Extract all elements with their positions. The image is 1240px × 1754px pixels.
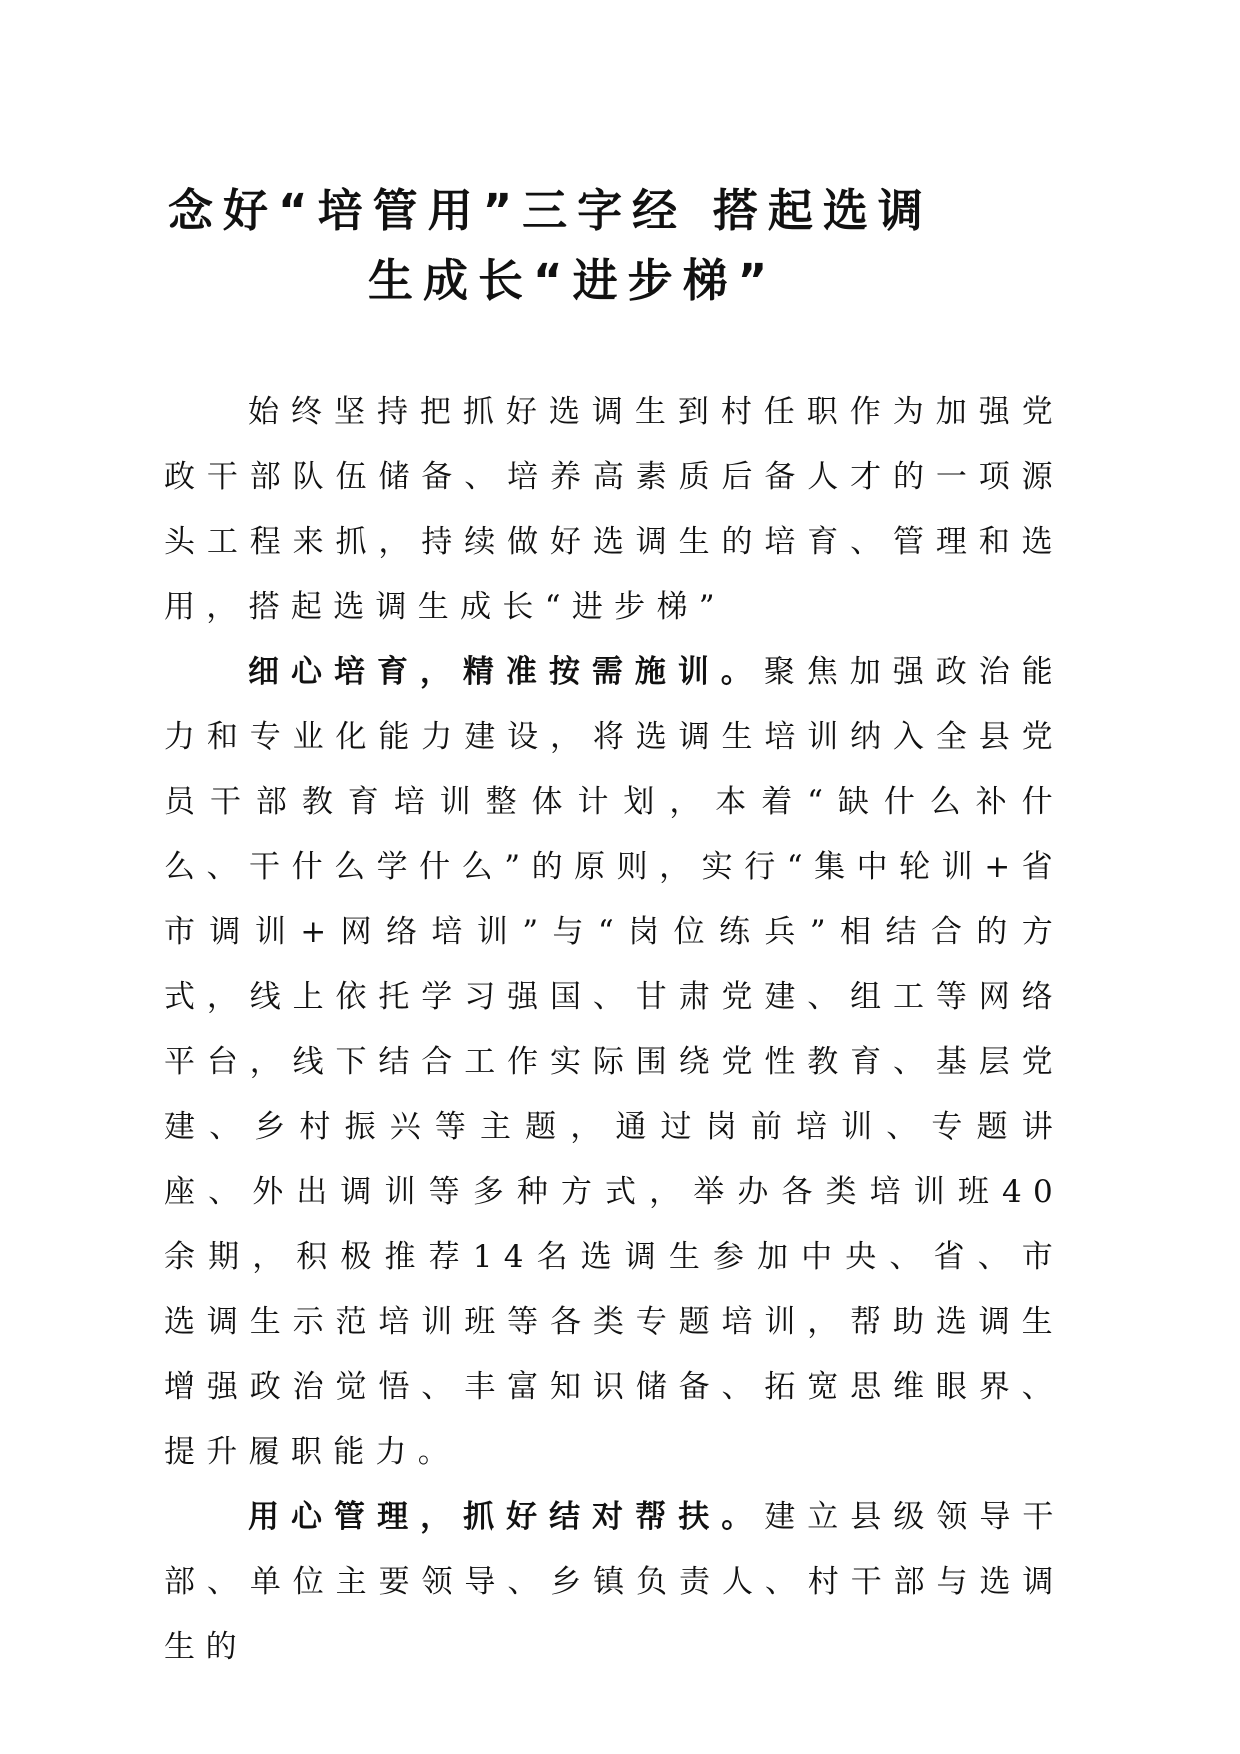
title-line-2: 生成长“进步梯” [368,254,778,307]
paragraph-training-text: 聚焦加强政治能力和专业化能力建设，将选调生培训纳入全县党员干部教育培训整体计划，本着“缺什么补什么、干什么学什么”的原则，实行“集中轮训+省市调训+网络培训”与“岗位练兵”相结合的方式，线上依托学习强国、甘肃党建、组工等网络平台，线下结合工作实际围绕党性教育、基层党建、乡村振兴等主题，通过岗前培训、专题讲座、外出调训等多种方式，举办各类培训班40余期，积极推荐14名选调生参加中央、省、市选调生示范培训班等各类专题培训，帮助选调生增强政治觉悟、丰富知识储备、拓宽思维眼界、提升履职能力。 [164,654,1064,1470]
paragraph-management-text: 建立县级领导干部、单位主要领导、乡镇负责人、村干部与选调生的 [164,1499,1064,1665]
document-title [160,176,1080,316]
paragraph-management-lead: 用心管理，抓好结对帮扶。 [248,1499,765,1535]
paragraph-training [164,640,1064,1485]
paragraph-training-lead: 细心培育，精准按需施训。 [248,654,764,690]
document-body [164,380,1064,1680]
title-line-1: 念好“培管用”三字经 搭起选调 [168,184,933,237]
paragraph-management [164,1485,1064,1680]
paragraph-intro-text: 始终坚持把抓好选调生到村任职作为加强党政干部队伍储备、培养高素质后备人才的一项源头工程来抓，持续做好选调生的培育、管理和选用，搭起选调生成长“进步梯” [164,394,1064,625]
paragraph-intro [164,380,1064,640]
